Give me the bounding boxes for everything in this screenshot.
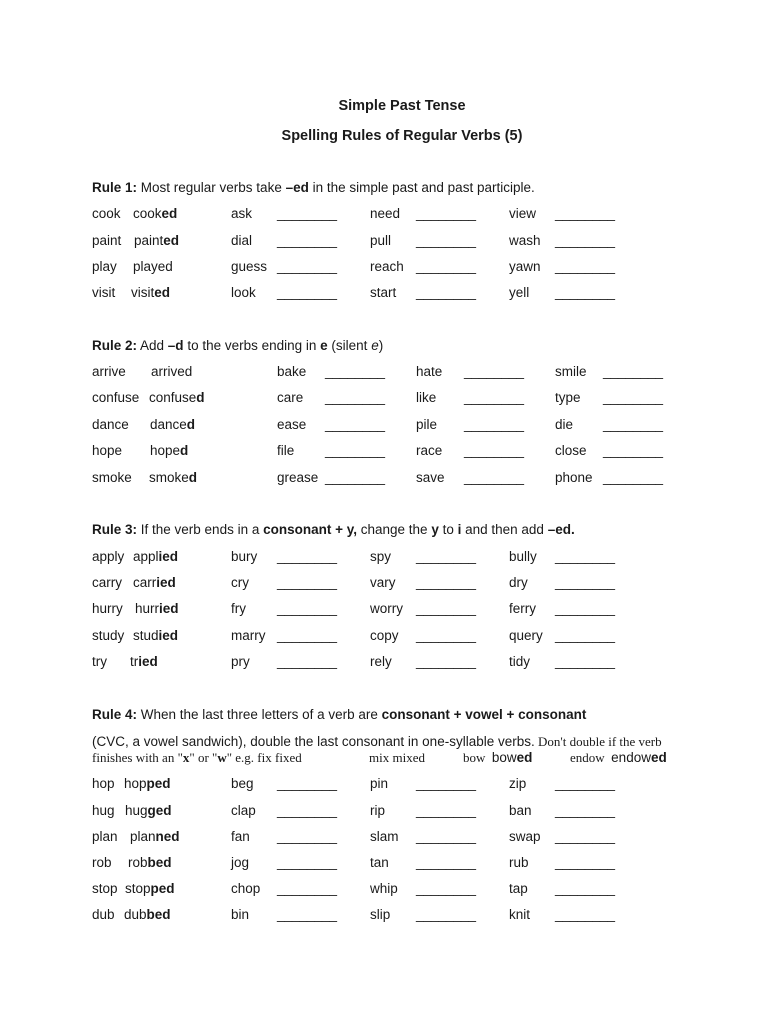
answer-blank[interactable]: ________ bbox=[555, 575, 616, 590]
example-base-verb: dance bbox=[92, 417, 129, 432]
rule-4-line-3: finishes with an "x" or "w" e.g. fix fixed bbox=[92, 750, 302, 765]
exercise-verb: pin bbox=[370, 776, 389, 791]
example-past-form: cooked bbox=[133, 206, 178, 221]
exercise-verb: knit bbox=[509, 907, 531, 922]
answer-blank[interactable]: ________ bbox=[555, 881, 616, 896]
example-past-form: stopped bbox=[125, 881, 175, 896]
answer-blank[interactable]: ________ bbox=[555, 549, 616, 564]
example-base-verb: play bbox=[92, 259, 117, 274]
answer-blank[interactable]: ________ bbox=[416, 549, 477, 564]
answer-blank[interactable]: ________ bbox=[277, 549, 338, 564]
example-base-verb: hope bbox=[92, 443, 123, 458]
exercise-verb: ease bbox=[277, 417, 307, 432]
exercise-verb: hate bbox=[416, 364, 443, 379]
example-past-form: carried bbox=[133, 575, 176, 590]
exercise-verb: ask bbox=[231, 206, 253, 221]
example-base-verb: smoke bbox=[92, 470, 132, 485]
answer-blank[interactable]: ________ bbox=[416, 285, 477, 300]
answer-blank[interactable]: ________ bbox=[555, 829, 616, 844]
answer-blank[interactable]: ________ bbox=[555, 628, 616, 643]
answer-blank[interactable]: ________ bbox=[277, 206, 338, 221]
exercise-verb: ban bbox=[509, 803, 532, 818]
answer-blank[interactable]: ________ bbox=[416, 855, 477, 870]
example-past-form: smoked bbox=[149, 470, 198, 485]
example-past-form: visited bbox=[131, 285, 171, 300]
answer-blank[interactable]: ________ bbox=[555, 233, 616, 248]
exercise-verb: cry bbox=[231, 575, 249, 590]
answer-blank[interactable]: ________ bbox=[416, 628, 477, 643]
example-past-form: hugged bbox=[125, 803, 172, 818]
answer-blank[interactable]: ________ bbox=[603, 364, 664, 379]
exercise-verb: rip bbox=[370, 803, 386, 818]
exercise-verb: start bbox=[370, 285, 397, 300]
exercise-verb: tap bbox=[509, 881, 528, 896]
answer-blank[interactable]: ________ bbox=[277, 601, 338, 616]
exercise-verb: pile bbox=[416, 417, 438, 432]
exercise-verb: yawn bbox=[509, 259, 541, 274]
exercise-verb: ferry bbox=[509, 601, 536, 616]
example-base-verb: stop bbox=[92, 881, 118, 896]
exercise-verb: pull bbox=[370, 233, 392, 248]
rule-4-line-2: (CVC, a vowel sandwich), double the last consonant in one-syllable verbs. Don't double if the verb bbox=[92, 734, 662, 749]
answer-blank[interactable]: ________ bbox=[603, 390, 664, 405]
example-base-verb: visit bbox=[92, 285, 116, 300]
answer-blank[interactable]: ________ bbox=[277, 259, 338, 274]
example-base-verb: study bbox=[92, 628, 125, 643]
answer-blank[interactable]: ________ bbox=[277, 855, 338, 870]
example-past-form: robbed bbox=[128, 855, 172, 870]
answer-blank[interactable]: ________ bbox=[555, 803, 616, 818]
exercise-verb: chop bbox=[231, 881, 261, 896]
example-past-form: arrived bbox=[151, 364, 193, 379]
exercise-verb: bully bbox=[509, 549, 537, 564]
answer-blank[interactable]: ________ bbox=[603, 417, 664, 432]
answer-blank[interactable]: ________ bbox=[555, 206, 616, 221]
exercise-verb: phone bbox=[555, 470, 593, 485]
exercise-verb: fry bbox=[231, 601, 246, 616]
answer-blank[interactable]: ________ bbox=[464, 417, 525, 432]
answer-blank[interactable]: ________ bbox=[277, 628, 338, 643]
example-past-form: hurried bbox=[135, 601, 179, 616]
exercise-verb: save bbox=[416, 470, 445, 485]
exercise-verb: dry bbox=[509, 575, 528, 590]
rule-1-heading: Rule 1: Most regular verbs take –ed in the simple past and past participle. bbox=[92, 180, 535, 195]
example-base-verb: hurry bbox=[92, 601, 123, 616]
exercise-verb: file bbox=[277, 443, 295, 458]
exercise-verb: like bbox=[416, 390, 437, 405]
example-past-form: applied bbox=[133, 549, 179, 564]
exercise-verb: copy bbox=[370, 628, 399, 643]
exercise-verb: smile bbox=[555, 364, 587, 379]
example-base-verb: confuse bbox=[92, 390, 140, 405]
rule-4-heading: Rule 4: When the last three letters of a verb are consonant + vowel + consonant bbox=[92, 707, 587, 722]
answer-blank[interactable]: ________ bbox=[416, 829, 477, 844]
answer-blank[interactable]: ________ bbox=[464, 364, 525, 379]
rule-4-example-endow: endow endowed bbox=[570, 750, 667, 765]
exercise-verb: slip bbox=[370, 907, 391, 922]
page-title: Simple Past Tense bbox=[338, 98, 466, 114]
exercise-verb: rub bbox=[509, 855, 529, 870]
example-base-verb: paint bbox=[92, 233, 122, 248]
exercise-verb: race bbox=[416, 443, 443, 458]
example-base-verb: try bbox=[92, 654, 107, 669]
example-past-form: tried bbox=[130, 654, 158, 669]
example-base-verb: apply bbox=[92, 549, 125, 564]
example-past-form: studied bbox=[133, 628, 179, 643]
answer-blank[interactable]: ________ bbox=[555, 285, 616, 300]
exercise-verb: fan bbox=[231, 829, 250, 844]
answer-blank[interactable]: ________ bbox=[416, 233, 477, 248]
exercise-verb: grease bbox=[277, 470, 319, 485]
answer-blank[interactable]: ________ bbox=[603, 470, 664, 485]
exercise-verb: bake bbox=[277, 364, 307, 379]
answer-blank[interactable]: ________ bbox=[555, 855, 616, 870]
rule-3-heading: Rule 3: If the verb ends in a consonant + y, change the y to i and then add –ed. bbox=[92, 522, 575, 537]
answer-blank[interactable]: ________ bbox=[603, 443, 664, 458]
answer-blank[interactable]: ________ bbox=[464, 390, 525, 405]
example-base-verb: rob bbox=[92, 855, 112, 870]
answer-blank[interactable]: ________ bbox=[277, 829, 338, 844]
exercise-verb: bury bbox=[231, 549, 258, 564]
example-past-form: hoped bbox=[150, 443, 189, 458]
exercise-verb: marry bbox=[231, 628, 266, 643]
exercise-verb: dial bbox=[231, 233, 253, 248]
answer-blank[interactable]: ________ bbox=[325, 470, 386, 485]
exercise-verb: query bbox=[509, 628, 543, 643]
answer-blank[interactable]: ________ bbox=[416, 803, 477, 818]
example-base-verb: hop bbox=[92, 776, 115, 791]
answer-blank[interactable]: ________ bbox=[555, 259, 616, 274]
example-past-form: painted bbox=[134, 233, 180, 248]
exercise-verb: zip bbox=[509, 776, 527, 791]
answer-blank[interactable]: ________ bbox=[277, 654, 338, 669]
exercise-verb: vary bbox=[370, 575, 396, 590]
exercise-verb: tidy bbox=[509, 654, 531, 669]
answer-blank[interactable]: ________ bbox=[555, 907, 616, 922]
exercise-verb: yell bbox=[509, 285, 530, 300]
answer-blank[interactable]: ________ bbox=[277, 285, 338, 300]
exercise-verb: die bbox=[555, 417, 574, 432]
answer-blank[interactable]: ________ bbox=[416, 881, 477, 896]
answer-blank[interactable]: ________ bbox=[555, 601, 616, 616]
example-base-verb: carry bbox=[92, 575, 122, 590]
exercise-verb: reach bbox=[370, 259, 404, 274]
answer-blank[interactable]: ________ bbox=[277, 803, 338, 818]
exercise-verb: wash bbox=[509, 233, 541, 248]
exercise-verb: clap bbox=[231, 803, 256, 818]
answer-blank[interactable]: ________ bbox=[555, 776, 616, 791]
answer-blank[interactable]: ________ bbox=[277, 881, 338, 896]
exercise-verb: whip bbox=[370, 881, 398, 896]
example-base-verb: cook bbox=[92, 206, 121, 221]
exercise-verb: type bbox=[555, 390, 581, 405]
example-past-form: dubbed bbox=[124, 907, 171, 922]
exercise-verb: pry bbox=[231, 654, 250, 669]
exercise-verb: close bbox=[555, 443, 587, 458]
exercise-verb: worry bbox=[370, 601, 403, 616]
example-base-verb: hug bbox=[92, 803, 115, 818]
example-base-verb: dub bbox=[92, 907, 115, 922]
page-subtitle: Spelling Rules of Regular Verbs (5) bbox=[281, 128, 523, 144]
answer-blank[interactable]: ________ bbox=[555, 654, 616, 669]
example-past-form: danced bbox=[150, 417, 196, 432]
exercise-verb: look bbox=[231, 285, 256, 300]
exercise-verb: beg bbox=[231, 776, 254, 791]
rule-2-heading: Rule 2: Add –d to the verbs ending in e (silent e) bbox=[92, 338, 384, 353]
exercise-verb: tan bbox=[370, 855, 389, 870]
exercise-verb: slam bbox=[370, 829, 399, 844]
example-base-verb: plan bbox=[92, 829, 118, 844]
answer-blank[interactable]: ________ bbox=[277, 233, 338, 248]
example-past-form: hopped bbox=[124, 776, 171, 791]
answer-blank[interactable]: ________ bbox=[277, 776, 338, 791]
answer-blank[interactable]: ________ bbox=[277, 907, 338, 922]
answer-blank[interactable]: ________ bbox=[325, 364, 386, 379]
answer-blank[interactable]: ________ bbox=[416, 575, 477, 590]
answer-blank[interactable]: ________ bbox=[416, 907, 477, 922]
exercise-verb: care bbox=[277, 390, 304, 405]
answer-blank[interactable]: ________ bbox=[464, 443, 525, 458]
answer-blank[interactable]: ________ bbox=[325, 443, 386, 458]
exercise-verb: view bbox=[509, 206, 537, 221]
answer-blank[interactable]: ________ bbox=[464, 470, 525, 485]
exercise-verb: jog bbox=[231, 855, 250, 870]
rule-4-example-bow: bow bowed bbox=[463, 750, 533, 765]
answer-blank[interactable]: ________ bbox=[416, 259, 477, 274]
answer-blank[interactable]: ________ bbox=[416, 601, 477, 616]
exercise-verb: spy bbox=[370, 549, 392, 564]
answer-blank[interactable]: ________ bbox=[277, 575, 338, 590]
rule-4-example-mix: mix mixed bbox=[369, 750, 425, 765]
answer-blank[interactable]: ________ bbox=[416, 776, 477, 791]
example-past-form: played bbox=[133, 259, 173, 274]
exercise-verb: rely bbox=[370, 654, 392, 669]
example-past-form: planned bbox=[130, 829, 180, 844]
exercise-verb: need bbox=[370, 206, 401, 221]
answer-blank[interactable]: ________ bbox=[325, 390, 386, 405]
answer-blank[interactable]: ________ bbox=[325, 417, 386, 432]
exercise-verb: bin bbox=[231, 907, 250, 922]
exercise-verb: swap bbox=[509, 829, 541, 844]
answer-blank[interactable]: ________ bbox=[416, 654, 477, 669]
exercise-verb: guess bbox=[231, 259, 268, 274]
example-base-verb: arrive bbox=[92, 364, 126, 379]
answer-blank[interactable]: ________ bbox=[416, 206, 477, 221]
example-past-form: confused bbox=[149, 390, 205, 405]
